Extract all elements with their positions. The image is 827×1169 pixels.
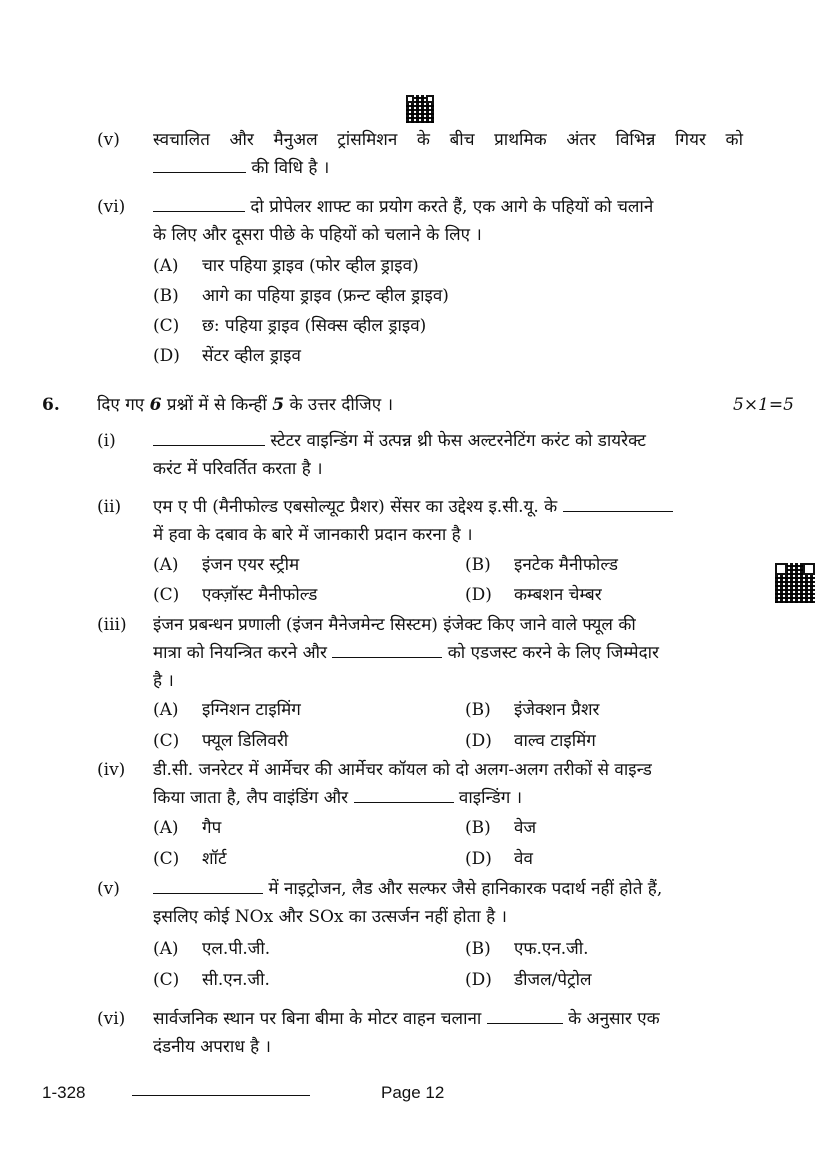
question-text: स्वचालित और मैनुअल ट्रांसमिशन के बीच प्राथमिक अंतर विभिन्न गियर को <box>153 130 743 150</box>
question-text: एम ए पी (मैनीफोल्ड एबसोल्यूट प्रैशर) सेंसर का उद्देश्य इ.सी.यू. के <box>153 493 673 521</box>
question-text: सार्वजनिक स्थान पर बिना बीमा के मोटर वाहन चलाना के अनुसार एक <box>153 1009 660 1029</box>
option-text: वेज <box>514 818 537 838</box>
option-label: (B) <box>153 286 179 306</box>
option-label: (B) <box>465 939 491 959</box>
option-text: चार पहिया ड्राइव (फोर व्हील ड्राइव) <box>202 256 419 276</box>
option-label: (C) <box>153 316 180 336</box>
answer-blank <box>153 892 263 894</box>
option-text: इंजेक्शन प्रैशर <box>514 700 600 720</box>
option-label: (C) <box>153 731 180 751</box>
question-text: दंडनीय अपराध है । <box>153 1037 271 1057</box>
option-label: (C) <box>153 970 180 990</box>
option-text: वाल्व टाइमिंग <box>514 731 596 751</box>
page-number: Page 12 <box>381 1083 445 1102</box>
question-text: स्टेटर वाइन्डिंग में उत्पन्न थ्री फेस अल्टरनेटिंग करंट को डायरेक्ट <box>153 427 646 455</box>
section-heading: दिए गए 6 प्रश्नों में से किन्हीं 5 के उत्तर दीजिए । <box>97 395 394 415</box>
option-label: (C) <box>153 585 180 605</box>
option-text: सेंटर व्हील ड्राइव <box>202 346 301 366</box>
question-number: (iv) <box>97 760 126 780</box>
option-text: गैप <box>202 818 222 838</box>
question-text: दो प्रोपेलर शाफ्ट का प्रयोग करते हैं, एक आगे के पहियों को चलाने <box>153 193 653 221</box>
question-number: (i) <box>97 431 116 451</box>
option-text: एक्ज़ॉस्ट मैनीफोल्ड <box>202 585 318 605</box>
answer-blank <box>153 210 245 212</box>
answer-blank <box>354 801 454 803</box>
option-label: (A) <box>153 700 179 720</box>
option-text: कम्बशन चेम्बर <box>514 585 602 605</box>
question-number: (ii) <box>97 497 122 517</box>
option-text: शॉर्ट <box>202 849 227 869</box>
question-text: के लिए और दूसरा पीछे के पहियों को चलाने के लिए । <box>153 225 482 245</box>
option-label: (D) <box>153 346 180 366</box>
question-text: इसलिए कोई NOx और SOx का उत्सर्जन नहीं होता है । <box>153 907 507 927</box>
option-label: (B) <box>465 700 491 720</box>
question-number: 6. <box>42 395 60 415</box>
footer-rule <box>132 1095 310 1096</box>
option-text: एफ.एन.जी. <box>514 939 589 959</box>
answer-blank <box>153 171 246 173</box>
option-text: इंजन एयर स्ट्रीम <box>202 555 300 575</box>
question-text: है । <box>153 671 174 691</box>
answer-blank <box>153 444 265 446</box>
option-label: (A) <box>153 939 179 959</box>
option-text: फ्यूल डिलिवरी <box>202 731 289 751</box>
option-text: एल.पी.जी. <box>202 939 271 959</box>
option-label: (C) <box>153 849 180 869</box>
option-text: इनटेक मैनीफोल्ड <box>514 555 618 575</box>
option-label: (D) <box>465 585 492 605</box>
option-text: छ: पहिया ड्राइव (सिक्स व्हील ड्राइव) <box>202 316 427 336</box>
qr-code-top <box>406 95 434 123</box>
option-text: सी.एन.जी. <box>202 970 270 990</box>
question-text: करंट में परिवर्तित करता है । <box>153 459 323 479</box>
option-label: (A) <box>153 555 179 575</box>
question-number: (iii) <box>97 615 127 635</box>
question-text: में नाइट्रोजन, लैड और सल्फर जैसे हानिकारक पदार्थ नहीं होते हैं, <box>153 875 662 903</box>
option-text: वेव <box>514 849 533 869</box>
question-number: (vi) <box>97 1009 126 1029</box>
question-text: डी.सी. जनरेटर में आर्मेचर की आर्मेचर कॉयल को दो अलग-अलग तरीकों से वाइन्ड <box>153 760 652 780</box>
question-text: किया जाता है, लैप वाइंडिंग और वाइन्डिंग । <box>153 788 523 808</box>
option-label: (A) <box>153 818 179 838</box>
qr-code-side <box>775 563 815 603</box>
question-number: (v) <box>97 879 120 899</box>
marks: 5×1=5 <box>733 395 794 415</box>
question-text: की विधि है । <box>153 154 329 182</box>
answer-blank <box>563 510 673 512</box>
option-text: डीजल/पेट्रोल <box>514 970 592 990</box>
option-label: (D) <box>465 970 492 990</box>
answer-blank <box>487 1022 563 1024</box>
option-label: (B) <box>465 555 491 575</box>
option-label: (B) <box>465 818 491 838</box>
option-text: आगे का पहिया ड्राइव (फ्रन्ट व्हील ड्राइव) <box>202 286 449 306</box>
option-label: (A) <box>153 256 179 276</box>
question-text: में हवा के दबाव के बारे में जानकारी प्रदान करना है । <box>153 525 473 545</box>
question-text: इंजन प्रबन्धन प्रणाली (इंजन मैनेजमेन्ट सिस्टम) इंजेक्ट किए जाने वाले फ्यूल की <box>153 615 636 635</box>
question-number: (vi) <box>97 197 126 217</box>
option-label: (D) <box>465 849 492 869</box>
option-text: इग्निशन टाइमिंग <box>202 700 301 720</box>
answer-blank <box>332 656 442 658</box>
question-text: मात्रा को नियन्त्रित करने और को एडजस्ट करने के लिए जिम्मेदार <box>153 643 659 663</box>
question-number: (v) <box>97 130 120 150</box>
option-label: (D) <box>465 731 492 751</box>
paper-code: 1-328 <box>42 1083 86 1102</box>
